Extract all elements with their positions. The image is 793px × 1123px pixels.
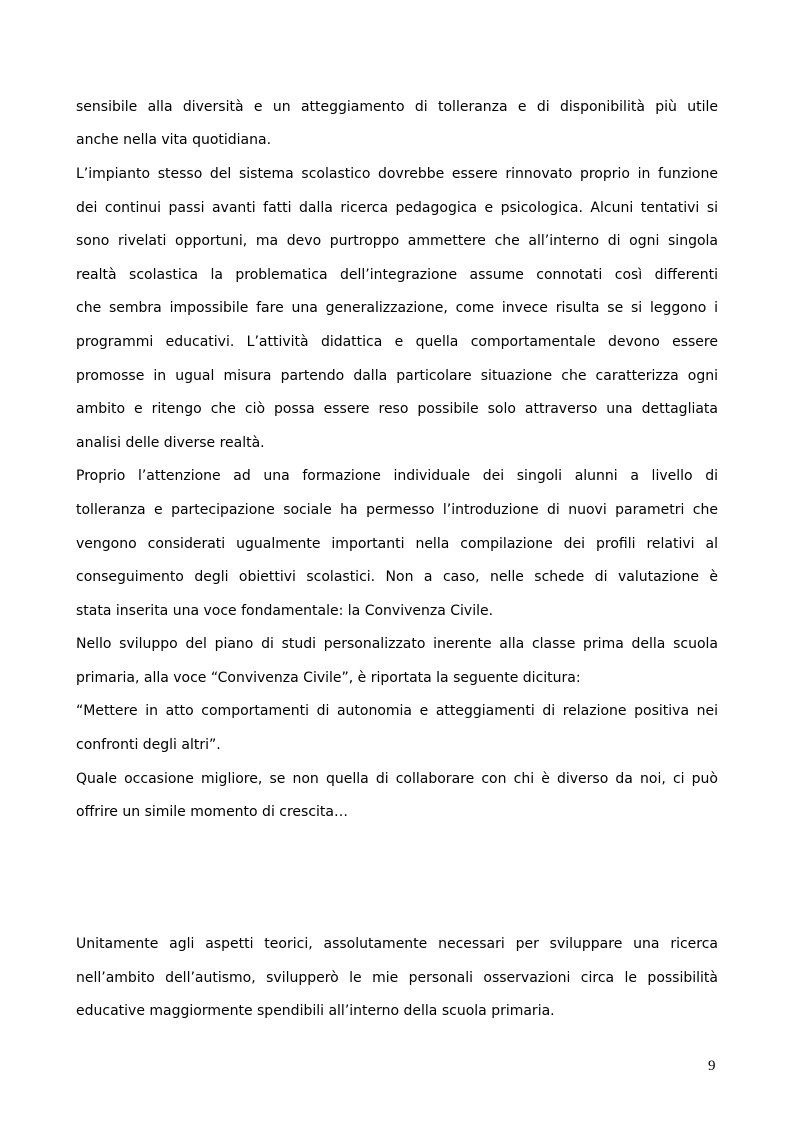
text-line: promosse in ugual misura partendo dalla particolare situazione che caratterizza ogni xyxy=(76,368,718,384)
text-line: dei continui passi avanti fatti dalla ricerca pedagogica e psicologica. Alcuni tentativi si xyxy=(76,200,718,216)
quote-line: confronti degli altri”. xyxy=(76,737,221,753)
text-line: vengono considerati ugualmente importanti nella compilazione dei profili relativi al xyxy=(76,536,718,552)
text-line: ambito e ritengo che ciò possa essere reso possibile solo attraverso una dettagliata xyxy=(76,401,718,417)
text-line: Proprio l’attenzione ad una formazione individuale dei singoli alunni a livello di xyxy=(76,468,718,484)
text-line: Unitamente agli aspetti teorici, assolutamente necessari per sviluppare una ricerca xyxy=(76,936,718,952)
text-line: Quale occasione migliore, se non quella di collaborare con chi è diverso da noi, ci può xyxy=(76,771,718,787)
text-line: che sembra impossibile fare una generalizzazione, come invece risulta se si leggono i xyxy=(76,300,718,316)
text-line: conseguimento degli obiettivi scolastici. Non a caso, nelle schede di valutazione è xyxy=(76,569,718,585)
text-line: sensibile alla diversità e un atteggiamento di tolleranza e di disponibilità più utile xyxy=(76,99,718,115)
page-number: 9 xyxy=(708,1058,716,1074)
text-line: anche nella vita quotidiana. xyxy=(76,132,272,148)
text-line: tolleranza e partecipazione sociale ha permesso l’introduzione di nuovi parametri che xyxy=(76,502,718,518)
text-line: stata inserita una voce fondamentale: la Convivenza Civile. xyxy=(76,603,494,619)
quote-line: “Mettere in atto comportamenti di autonomia e atteggiamenti di relazione positiva nei xyxy=(76,703,718,719)
text-line: analisi delle diverse realtà. xyxy=(76,435,265,451)
text-line: L’impianto stesso del sistema scolastico dovrebbe essere rinnovato proprio in funzione xyxy=(76,166,718,182)
text-line: sono rivelati opportuni, ma devo purtroppo ammettere che all’interno di ogni singola xyxy=(76,233,718,249)
text-line: realtà scolastica la problematica dell’integrazione assume connotati così differenti xyxy=(76,267,718,283)
text-line: programmi educativi. L’attività didattica e quella comportamentale devono essere xyxy=(76,334,718,350)
text-line: educative maggiormente spendibili all’interno della scuola primaria. xyxy=(76,1003,555,1019)
text-line: nell’ambito dell’autismo, svilupperò le mie personali osservazioni circa le possibilità xyxy=(76,970,718,986)
text-line: Nello sviluppo del piano di studi personalizzato inerente alla classe prima della scuola xyxy=(76,636,718,652)
text-line: primaria, alla voce “Convivenza Civile”, è riportata la seguente dicitura: xyxy=(76,670,581,686)
text-line: offrire un simile momento di crescita… xyxy=(76,804,348,820)
